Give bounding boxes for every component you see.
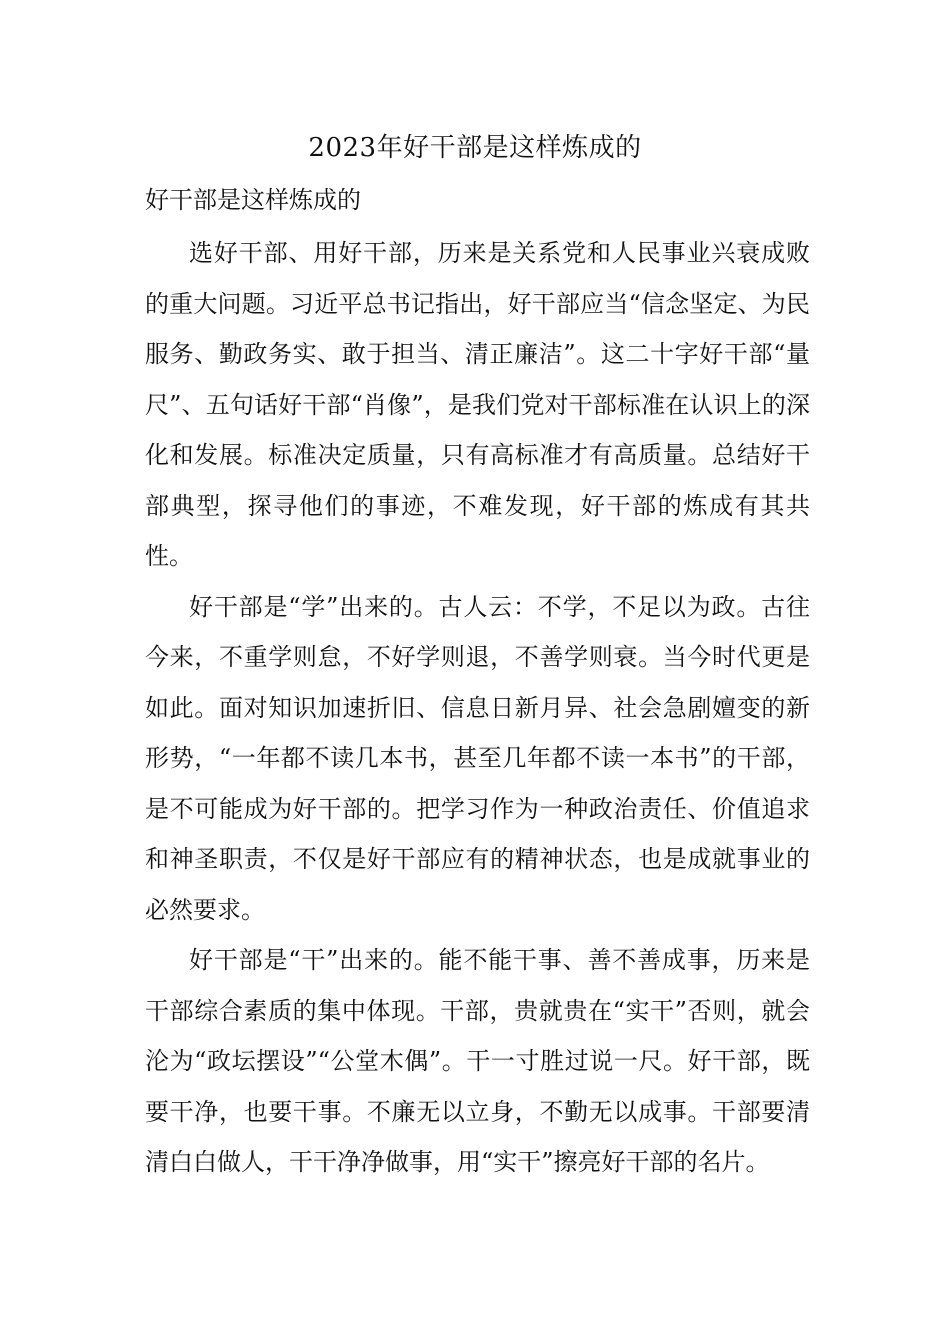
document-body bbox=[145, 228, 810, 1188]
paragraph-2: 好干部是“学”出来的。古人云：不学，不足以为政。古往今来，不重学则怠，不好学则退，不善学则衰。当今时代更是如此。面对知识加速折旧、信息日新月异、社会急剧嬗变的新形势，“一年都不读几本书，甚至几年都不读一本书”的干部，是不可能成为好干部的。把学习作为一种政治责任、价值追求和神圣职责，不仅是好干部应有的精神状态，也是成就事业的必然要求。 bbox=[145, 592, 810, 924]
paragraph-1: 选好干部、用好干部，历来是关系党和人民事业兴衰成败的重大问题。习近平总书记指出，好干部应当“信念坚定、为民服务、勤政务实、敢于担当、清正廉洁”。这二十字好干部“量尺”、五句话好干部“肖像”，是我们党对干部标准在认识上的深化和发展。标准决定质量，只有高标准才有高质量。总结好干部典型，探寻他们的事迹，不难发现，好干部的炼成有其共性。 bbox=[145, 239, 810, 570]
paragraph-3: 好干部是“干”出来的。能不能干事、善不善成事，历来是干部综合素质的集中体现。干部，贵就贵在“实干”否则，就会沦为“政坛摆设”“公堂木偶”。干一寸胜过说一尺。好干部，既要干净，也要干事。不廉无以立身，不勤无以成事。干部要清清白白做人，干干净净做事，用“实干”擦亮好干部的名片。 bbox=[145, 946, 810, 1176]
document-subtitle: 好干部是这样炼成的 bbox=[145, 186, 361, 214]
document-title: 2023年好干部是这样炼成的 bbox=[308, 133, 642, 163]
